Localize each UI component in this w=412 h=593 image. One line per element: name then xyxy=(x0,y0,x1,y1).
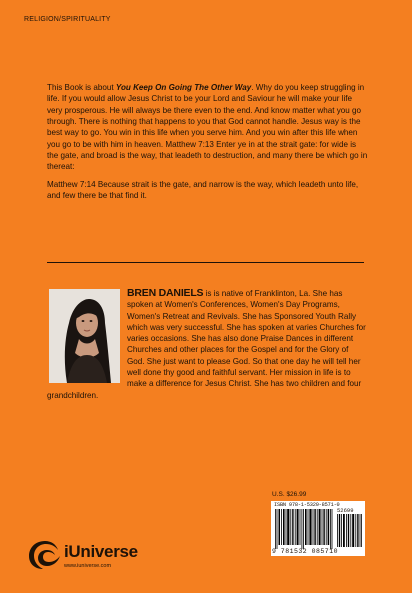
barcode-digits: 9 781532 085710 xyxy=(272,548,339,555)
description-paragraph xyxy=(47,82,369,173)
iuniverse-swirl-icon xyxy=(27,538,63,572)
author-bio-text: is is native of Franklinton, La. She has spoken at Women's Conferences, Women's Day Programs, Women's Retreat and Revivals. She has Sponsored Youth Rally which was very successful. She has spoken at varies Churches for varies occasions. She has also done Praise Dances in different Churches and other places for the Gospel and for the Glory of God. She just want to please God. So that one day he will tell her well done thy good and faithful servant. Her mission in life is to make a difference for Jesus Christ. She has two children and four grandchildren. xyxy=(47,289,366,400)
description-body: . Why do you keep struggling in life. If you would allow Jesus Christ to be your Lord and Saviour he will make your life very prosperous. He will always be there even to the end. And know matter what you go through. There is nothing that happens to you that God cannot handle. Jesus way is the best way to go. You win in this life when you serve him. And you win after this life when you go to be with him in heaven. Matthew 7:13 Enter ye in at the strait gate: for wide is the gate, and broad is the way, that leadeth to destruction, and many there be which go in thereat: xyxy=(47,83,368,172)
publisher-logo xyxy=(27,538,167,578)
publisher-name: iUniverse xyxy=(64,542,138,561)
price-addon-code: 52699 xyxy=(337,507,354,514)
scripture-verse: Matthew 7:14 Because strait is the gate, and narrow is the way, which leadeth unto life, and few there be that find it. xyxy=(47,179,359,201)
addon-barcode-bars xyxy=(337,514,362,547)
author-bio xyxy=(47,288,367,401)
publisher-url: www.iuniverse.com xyxy=(64,563,112,569)
description-intro: This Book is about xyxy=(47,83,116,92)
barcode xyxy=(271,501,365,556)
isbn-barcode-bars xyxy=(274,509,334,549)
category-label: RELIGION/SPIRITUALITY xyxy=(24,16,111,23)
author-name: BREN DANIELS xyxy=(127,287,204,299)
book-title: You Keep On Going The Other Way xyxy=(115,83,252,92)
book-description xyxy=(47,82,369,207)
isbn-label: ISBN 978-1-5320-8571-0 xyxy=(274,502,340,508)
price-label: U.S. $26.99 xyxy=(272,491,307,498)
divider xyxy=(47,262,364,263)
